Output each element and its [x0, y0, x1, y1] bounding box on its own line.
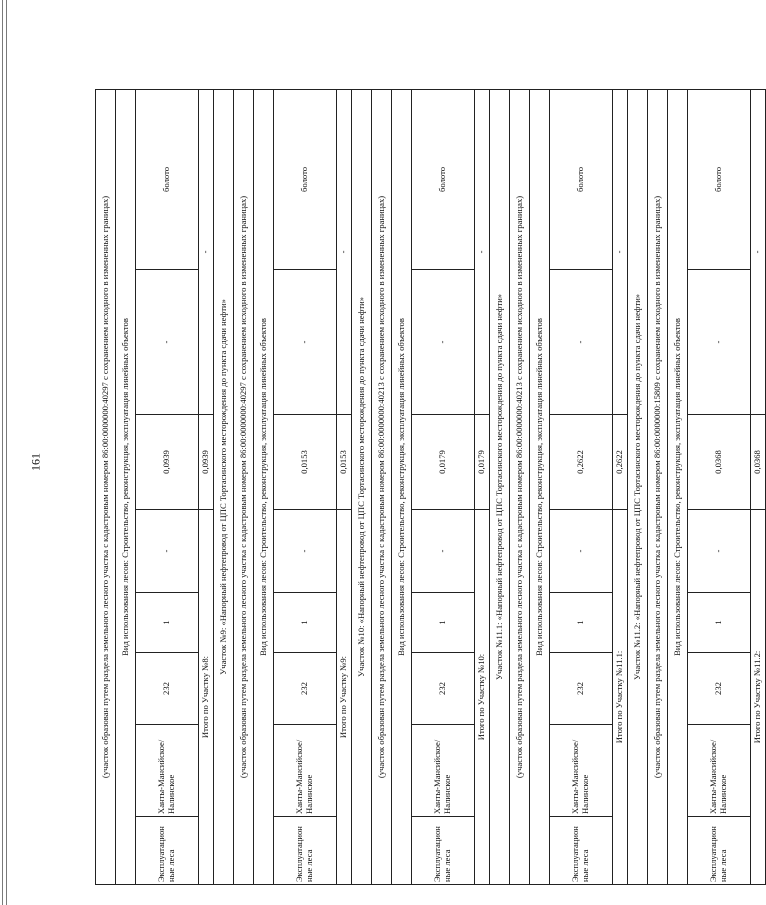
- section-header-text: Вид использования лесов: Строительство, реконструкция, эксплуатация линейных объектов: [254, 89, 274, 884]
- forestry-cell: Ханты-Мансийское/ Налинское: [688, 725, 751, 817]
- section-header-text: (участок образован путем раздела земельного лесного участка с кадастровым номером 86:00:0000000:40213 с сохранением исходного в измененных границах): [372, 89, 392, 884]
- quarter-cell: 232: [550, 653, 613, 725]
- land-type-cell: болото: [412, 89, 475, 269]
- total-row: [613, 89, 628, 884]
- total-dash: -: [751, 89, 766, 414]
- section-header-row: [116, 89, 136, 884]
- forest-purpose-cell: Эксплуатацион ные леса: [412, 817, 475, 885]
- area-cell: 0,0368: [688, 415, 751, 510]
- section-cell: 1: [274, 593, 337, 653]
- section-cell: 1: [550, 593, 613, 653]
- section-header-text: Вид использования лесов: Строительство, реконструкция, эксплуатация линейных объектов: [668, 89, 688, 884]
- table-row: [412, 89, 475, 884]
- area-cell: 0,0939: [136, 415, 199, 510]
- subsection-cell: -: [550, 510, 613, 593]
- section-header-row: [96, 89, 116, 884]
- section-header-text: (участок образован путем раздела земельного лесного участка с кадастровым номером 86:00:0000000:15809 с сохранением исходного в измененных границах): [648, 89, 668, 884]
- section-header-row: [668, 89, 688, 884]
- quarter-cell: 232: [274, 653, 337, 725]
- section-header-row: [490, 89, 510, 884]
- forestry-cell: Ханты-Мансийское/ Налинское: [274, 725, 337, 817]
- section-header-row: [254, 89, 274, 884]
- forestry-cell: Ханты-Мансийское/ Налинское: [550, 725, 613, 817]
- total-dash: -: [337, 89, 352, 414]
- section-header-row: [352, 89, 372, 884]
- section-header-text: Вид использования лесов: Строительство, реконструкция, эксплуатация линейных объектов: [530, 89, 550, 884]
- forestry-cell: Ханты-Мансийское/ Налинское: [412, 725, 475, 817]
- quarter-cell: 232: [688, 653, 751, 725]
- land-type-cell: болото: [136, 89, 199, 269]
- total-label: Итого по Участку №11.2:: [751, 510, 766, 885]
- subsection-cell: -: [688, 510, 751, 593]
- section-header-text: Участок №10: «Напорный нефтепровод от ЦПС Тортасинского месторождения до пункта сдачи нефти»: [352, 89, 372, 884]
- subsection-cell: -: [136, 510, 199, 593]
- area-cell: 0,0179: [412, 415, 475, 510]
- section-header-text: Участок №11.2: «Напорный нефтепровод от ЦПС Тортасинского месторождения до пункта сдачи нефти»: [628, 89, 648, 884]
- rotated-table-container: [95, 90, 763, 885]
- forest-purpose-cell: Эксплуатацион ные леса: [136, 817, 199, 885]
- extra-cell: -: [412, 270, 475, 415]
- section-header-text: Участок №11.1: «Напорный нефтепровод от ЦПС Тортасинского месторождения до пункта сдачи нефти»: [490, 89, 510, 884]
- section-header-text: (участок образован путем раздела земельного лесного участка с кадастровым номером 86:00:0000000:40213 с сохранением исходного в измененных границах): [510, 89, 530, 884]
- table-row: [274, 89, 337, 884]
- scan-edge-line: [2, 0, 3, 905]
- page-number: 161: [28, 453, 43, 471]
- section-cell: 1: [136, 593, 199, 653]
- section-header-text: (участок образован путем раздела земельного лесного участка с кадастровым номером 86:00:0000000:40297 с сохранением исходного в измененных границах): [234, 89, 254, 884]
- total-row: [337, 89, 352, 884]
- forest-plots-table: [95, 89, 766, 885]
- area-cell: 0,0153: [274, 415, 337, 510]
- quarter-cell: 232: [136, 653, 199, 725]
- total-label: Итого по Участку №11.1:: [613, 510, 628, 885]
- total-area: 0,2622: [613, 415, 628, 510]
- total-area: 0,0153: [337, 415, 352, 510]
- section-header-row: [214, 89, 234, 884]
- total-label: Итого по Участку №8:: [199, 510, 214, 885]
- land-type-cell: болото: [274, 89, 337, 269]
- section-cell: 1: [688, 593, 751, 653]
- section-header-text: Вид использования лесов: Строительство, реконструкция, эксплуатация линейных объектов: [116, 89, 136, 884]
- land-type-cell: болото: [688, 89, 751, 269]
- subsection-cell: -: [274, 510, 337, 593]
- area-cell: 0,2622: [550, 415, 613, 510]
- total-label: Итого по Участку №10:: [475, 510, 490, 885]
- total-dash: -: [199, 89, 214, 414]
- total-row: [751, 89, 766, 884]
- section-header-row: [392, 89, 412, 884]
- section-header-row: [648, 89, 668, 884]
- section-cell: 1: [412, 593, 475, 653]
- scan-edge-line: [6, 0, 7, 905]
- total-area: 0,0939: [199, 415, 214, 510]
- section-header-row: [372, 89, 392, 884]
- forestry-cell: Ханты-Мансийское/ Налинское: [136, 725, 199, 817]
- forest-purpose-cell: Эксплуатацион ные леса: [550, 817, 613, 885]
- section-header-row: [530, 89, 550, 884]
- table-row: [688, 89, 751, 884]
- extra-cell: -: [136, 270, 199, 415]
- section-header-row: [510, 89, 530, 884]
- forest-purpose-cell: Эксплуатацион ные леса: [688, 817, 751, 885]
- section-header-row: [234, 89, 254, 884]
- table-row: [136, 89, 199, 884]
- total-row: [475, 89, 490, 884]
- total-area: 0,0368: [751, 415, 766, 510]
- quarter-cell: 232: [412, 653, 475, 725]
- section-header-text: (участок образован путем раздела земельного лесного участка с кадастровым номером 86:00:0000000:40297 с сохранением исходного в измененных границах): [96, 89, 116, 884]
- subsection-cell: -: [412, 510, 475, 593]
- section-header-text: Вид использования лесов: Строительство, реконструкция, эксплуатация линейных объектов: [392, 89, 412, 884]
- section-header-row: [628, 89, 648, 884]
- total-row: [199, 89, 214, 884]
- extra-cell: -: [550, 270, 613, 415]
- land-type-cell: болото: [550, 89, 613, 269]
- total-area: 0,0179: [475, 415, 490, 510]
- extra-cell: -: [688, 270, 751, 415]
- table-row: [550, 89, 613, 884]
- section-header-text: Участок №9: «Напорный нефтепровод от ЦПС Тортасинского месторождения до пункта сдачи нефти»: [214, 89, 234, 884]
- total-label: Итого по Участку №9:: [337, 510, 352, 885]
- extra-cell: -: [274, 270, 337, 415]
- forest-purpose-cell: Эксплуатацион ные леса: [274, 817, 337, 885]
- total-dash: -: [475, 89, 490, 414]
- total-dash: -: [613, 89, 628, 414]
